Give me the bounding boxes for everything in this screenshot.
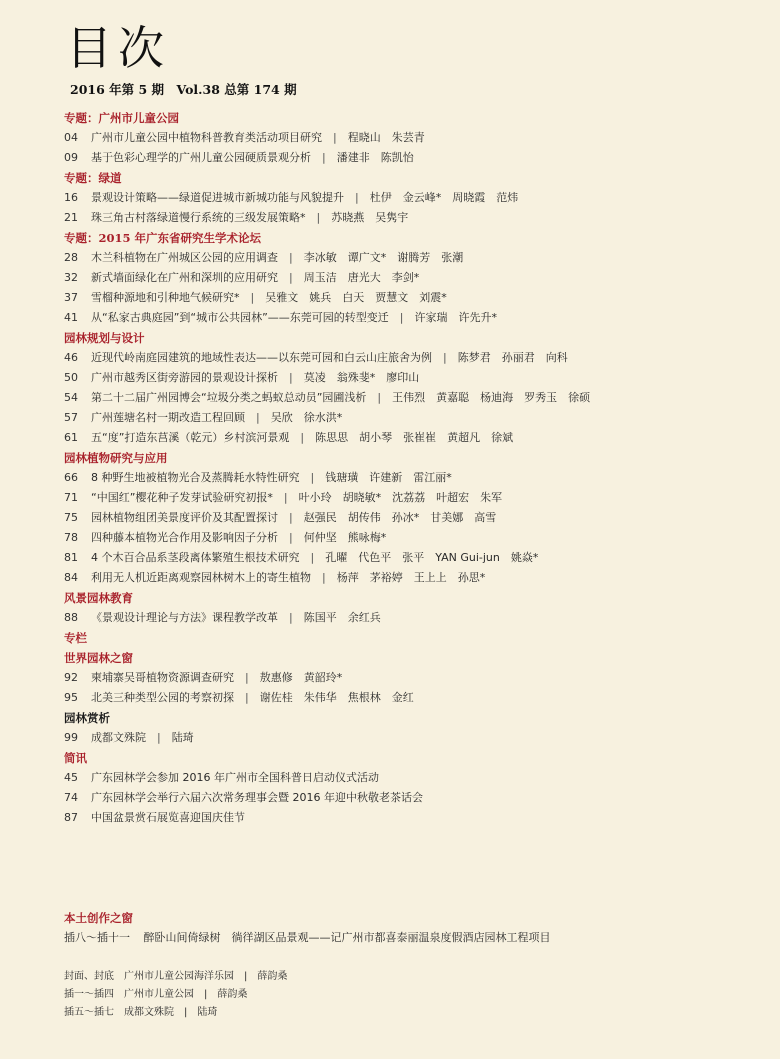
credit-text: 成都文殊院 bbox=[124, 1007, 174, 1018]
entry-authors: 陆琦 bbox=[171, 731, 194, 744]
entry-authors: 钱瑭璜 许建新 雷江丽* bbox=[325, 471, 452, 484]
insert-range: 插五～插七 bbox=[64, 1007, 114, 1018]
page-title: 目次 bbox=[66, 21, 170, 75]
entry-authors: 许家瑞 许先升* bbox=[414, 311, 498, 324]
entry-authors: 李冰敏 谭广文* 谢腾芳 张潮 bbox=[303, 251, 464, 264]
entry-title: 近现代岭南庭园建筑的地域性表达——以东莞可园和白云山庄旅舍为例 bbox=[91, 351, 432, 364]
toc-entry[interactable] bbox=[64, 348, 754, 368]
credit-author: 陆琦 bbox=[197, 1007, 218, 1018]
insert-range: 封面、封底 bbox=[64, 971, 114, 982]
toc-section bbox=[64, 628, 754, 648]
entry-title: 利用无人机近距离观察园林树木上的寄生植物 bbox=[91, 571, 311, 584]
page-number: 95 bbox=[64, 691, 78, 704]
entry-title: 4 个木百合品系茎段离体繁殖生根技术研究 bbox=[91, 551, 300, 564]
entry-title: 《景观设计理论与方法》课程教学改革 bbox=[91, 611, 278, 624]
toc-entry[interactable] bbox=[64, 688, 754, 708]
page-number: 54 bbox=[64, 391, 78, 404]
toc-entry[interactable] bbox=[64, 268, 754, 288]
entry-title: 四种藤本植物光合作用及影响因子分析 bbox=[91, 531, 278, 544]
entry-authors: 杨萍 茅裕婷 王上上 孙思* bbox=[336, 571, 486, 584]
page-number: 09 bbox=[64, 151, 78, 164]
page-number: 46 bbox=[64, 351, 78, 364]
separator: | bbox=[234, 671, 260, 684]
entry-title: 五“度”打造东莒溪（乾元）乡村滨河景观 bbox=[91, 431, 290, 444]
toc-entry[interactable] bbox=[64, 668, 754, 688]
entry-authors: 陈梦君 孙丽君 向科 bbox=[457, 351, 568, 364]
entry-title: 木兰科植物在广州城区公园的应用调查 bbox=[91, 251, 278, 264]
entry-title: 柬埔寨吴哥植物资源调查研究 bbox=[91, 671, 234, 684]
toc-section bbox=[64, 588, 754, 628]
separator: | bbox=[272, 491, 299, 504]
entry-title: 广东园林学会举行六届六次常务理事会暨 2016 年迎中秋敬老茶话会 bbox=[91, 791, 423, 804]
page-number: 71 bbox=[64, 491, 78, 504]
toc-entry[interactable] bbox=[64, 548, 754, 568]
entry-title: 第二十二届广州园博会“垃圾分类之蚂蚁总动员”园圃浅析 bbox=[91, 391, 367, 404]
image-credits bbox=[64, 968, 754, 1022]
separator: | bbox=[174, 1007, 198, 1018]
entry-title: 北美三种类型公园的考察初探 bbox=[91, 691, 234, 704]
section-title: 园林植物研究与应用 bbox=[64, 451, 168, 465]
page-number: 61 bbox=[64, 431, 78, 444]
page-number: 21 bbox=[64, 211, 78, 224]
toc-section bbox=[64, 448, 754, 588]
separator: | bbox=[388, 311, 415, 324]
toc-section bbox=[64, 168, 754, 228]
page-number: 28 bbox=[64, 251, 78, 264]
entry-authors: 何仲坚 熊咏梅* bbox=[303, 531, 387, 544]
toc-entry[interactable] bbox=[64, 208, 754, 228]
separator: | bbox=[239, 291, 266, 304]
separator: | bbox=[311, 151, 337, 164]
section-title: 世界园林之窗 bbox=[64, 651, 133, 665]
separator: | bbox=[278, 251, 304, 264]
section-title: 专题：广州市儿童公园 bbox=[64, 111, 179, 125]
section-title: 风景园林教育 bbox=[64, 591, 133, 605]
separator: | bbox=[278, 511, 304, 524]
page-number: 92 bbox=[64, 671, 78, 684]
entry-authors: 周玉洁 唐光大 李剑* bbox=[303, 271, 420, 284]
toc-entry[interactable] bbox=[64, 388, 754, 408]
credit-entry bbox=[64, 986, 754, 1004]
page-number: 16 bbox=[64, 191, 78, 204]
entry-title: 中国盆景赏石展览喜迎国庆佳节 bbox=[91, 811, 245, 824]
entry-title: 雪榴种源地和引种地气候研究* bbox=[91, 291, 240, 304]
separator: | bbox=[305, 211, 332, 224]
entry-authors: 潘建非 陈凯怡 bbox=[336, 151, 414, 164]
toc-entry[interactable] bbox=[64, 148, 754, 168]
entry-authors: 杜伊 金云峰* 周晓霞 范炜 bbox=[369, 191, 519, 204]
entry-title: 醉卧山间倚绿树 徜徉湖区品景观——记广州市都喜泰丽温泉度假酒店园林工程项目 bbox=[143, 931, 551, 944]
page-number: 99 bbox=[64, 731, 78, 744]
toc-entry[interactable] bbox=[64, 468, 754, 488]
entry-authors: 吴雅文 姚兵 白天 贾慧文 刘震* bbox=[265, 291, 447, 304]
page-number: 04 bbox=[64, 131, 78, 144]
credit-text: 广州市儿童公园 bbox=[124, 989, 194, 1000]
separator: | bbox=[234, 691, 260, 704]
entry-title: 基于色彩心理学的广州儿童公园硬质景观分析 bbox=[91, 151, 311, 164]
separator: | bbox=[432, 351, 458, 364]
toc-entry[interactable] bbox=[64, 288, 754, 308]
entry-authors: 陈思思 胡小琴 张崔崔 黄超凡 徐斌 bbox=[315, 431, 514, 444]
issue-info: 2016 年第 5 期 Vol.38 总第 174 期 bbox=[70, 82, 297, 97]
entry-title: “中国红”樱花种子发芽试验研究初报* bbox=[91, 491, 273, 504]
table-of-contents bbox=[64, 108, 754, 828]
entry-authors: 吴欣 徐水洪* bbox=[270, 411, 343, 424]
page-number: 87 bbox=[64, 811, 78, 824]
entry-title: 广州莲塘名村一期改造工程回顾 bbox=[91, 411, 245, 424]
page-number: 57 bbox=[64, 411, 78, 424]
entry-title: 新式墙面绿化在广州和深圳的应用研究 bbox=[91, 271, 278, 284]
page-number: 78 bbox=[64, 531, 78, 544]
page-number: 81 bbox=[64, 551, 78, 564]
toc-entry[interactable] bbox=[64, 188, 754, 208]
entry-authors: 程晓山 朱芸青 bbox=[347, 131, 425, 144]
separator: | bbox=[289, 431, 316, 444]
toc-entry[interactable] bbox=[64, 308, 754, 328]
separator: | bbox=[278, 271, 304, 284]
toc-section bbox=[64, 648, 754, 708]
credit-entry bbox=[64, 1004, 754, 1022]
separator: | bbox=[146, 731, 172, 744]
page-number: 50 bbox=[64, 371, 78, 384]
entry-authors: 叶小玲 胡晓敏* 沈荔荔 叶超宏 朱军 bbox=[298, 491, 503, 504]
section-title: 本土创作之窗 bbox=[64, 911, 133, 925]
local-works-section bbox=[64, 908, 754, 948]
separator: | bbox=[278, 531, 304, 544]
entry-authors: 苏晓燕 吴隽宇 bbox=[331, 211, 409, 224]
credit-entry bbox=[64, 968, 754, 986]
entry-title: 8 种野生地被植物光合及蒸腾耗水特性研究 bbox=[91, 471, 300, 484]
toc-entry[interactable] bbox=[64, 428, 754, 448]
separator: | bbox=[194, 989, 218, 1000]
insert-range: 插八～插十一 bbox=[64, 931, 130, 944]
page-number: 74 bbox=[64, 791, 78, 804]
page-number: 32 bbox=[64, 271, 78, 284]
entry-authors: 王伟烈 黄嘉聪 杨迪海 罗秀玉 徐硕 bbox=[392, 391, 591, 404]
entry-authors: 赵强民 胡传伟 孙冰* 甘美娜 高雪 bbox=[303, 511, 497, 524]
entry-title: 从“私家古典庭园”到“城市公共园林”——东莞可园的转型变迁 bbox=[91, 311, 389, 324]
entry-title: 广州市越秀区街旁游园的景观设计探析 bbox=[91, 371, 278, 384]
entry-title: 珠三角古村落绿道慢行系统的三级发展策略* bbox=[91, 211, 306, 224]
toc-section bbox=[64, 108, 754, 168]
toc-entry[interactable] bbox=[64, 788, 754, 808]
entry-authors: 陈国平 余红兵 bbox=[303, 611, 381, 624]
page-number: 66 bbox=[64, 471, 78, 484]
toc-entry[interactable] bbox=[64, 508, 754, 528]
separator: | bbox=[278, 611, 304, 624]
toc-entry[interactable] bbox=[64, 728, 754, 748]
credit-author: 薛韵桑 bbox=[257, 971, 288, 982]
toc-entry[interactable] bbox=[64, 248, 754, 268]
toc-entry[interactable] bbox=[64, 408, 754, 428]
section-title: 园林赏析 bbox=[64, 711, 110, 725]
entry-authors: 孔曜 代色平 张平 YAN Gui-jun 姚焱* bbox=[325, 551, 539, 564]
section-title: 专栏 bbox=[64, 631, 87, 645]
local-works-entry[interactable] bbox=[64, 928, 754, 948]
separator: | bbox=[245, 411, 271, 424]
entry-authors: 敖惠修 黄韶玲* bbox=[259, 671, 343, 684]
section-title: 专题：绿道 bbox=[64, 171, 122, 185]
toc-entry[interactable] bbox=[64, 128, 754, 148]
page-number: 45 bbox=[64, 771, 78, 784]
page-number: 88 bbox=[64, 611, 78, 624]
entry-title: 园林植物组团美景度评价及其配置探讨 bbox=[91, 511, 278, 524]
separator: | bbox=[278, 371, 304, 384]
toc-entry[interactable] bbox=[64, 368, 754, 388]
toc-section bbox=[64, 748, 754, 828]
separator: | bbox=[234, 971, 258, 982]
toc-entry[interactable] bbox=[64, 608, 754, 628]
toc-section bbox=[64, 328, 754, 448]
entry-title: 成都文殊院 bbox=[91, 731, 146, 744]
page-number: 37 bbox=[64, 291, 78, 304]
page-number: 84 bbox=[64, 571, 78, 584]
toc-section bbox=[64, 228, 754, 328]
section-title: 专题：2015 年广东省研究生学术论坛 bbox=[64, 231, 262, 245]
toc-entry[interactable] bbox=[64, 768, 754, 788]
section-title: 简讯 bbox=[64, 751, 87, 765]
separator: | bbox=[299, 551, 326, 564]
entry-title: 景观设计策略——绿道促进城市新城功能与风貌提升 bbox=[91, 191, 344, 204]
entry-authors: 谢佐桂 朱伟华 焦根林 金红 bbox=[259, 691, 414, 704]
toc-entry[interactable] bbox=[64, 568, 754, 588]
credit-text: 广州市儿童公园海洋乐园 bbox=[124, 971, 234, 982]
separator: | bbox=[322, 131, 348, 144]
toc-entry[interactable] bbox=[64, 808, 754, 828]
credit-author: 薛韵桑 bbox=[217, 989, 248, 1000]
page-number: 75 bbox=[64, 511, 78, 524]
page-number: 41 bbox=[64, 311, 78, 324]
entry-authors: 莫凌 翁殊斐* 廖印山 bbox=[303, 371, 420, 384]
entry-title: 广东园林学会参加 2016 年广州市全国科普日启动仪式活动 bbox=[91, 771, 379, 784]
separator: | bbox=[344, 191, 370, 204]
entry-title: 广州市儿童公园中植物科普教育类活动项目研究 bbox=[91, 131, 322, 144]
toc-section bbox=[64, 708, 754, 748]
insert-range: 插一～插四 bbox=[64, 989, 114, 1000]
separator: | bbox=[311, 571, 337, 584]
toc-entry[interactable] bbox=[64, 488, 754, 508]
section-title: 园林规划与设计 bbox=[64, 331, 145, 345]
separator: | bbox=[299, 471, 326, 484]
separator: | bbox=[366, 391, 393, 404]
toc-entry[interactable] bbox=[64, 528, 754, 548]
